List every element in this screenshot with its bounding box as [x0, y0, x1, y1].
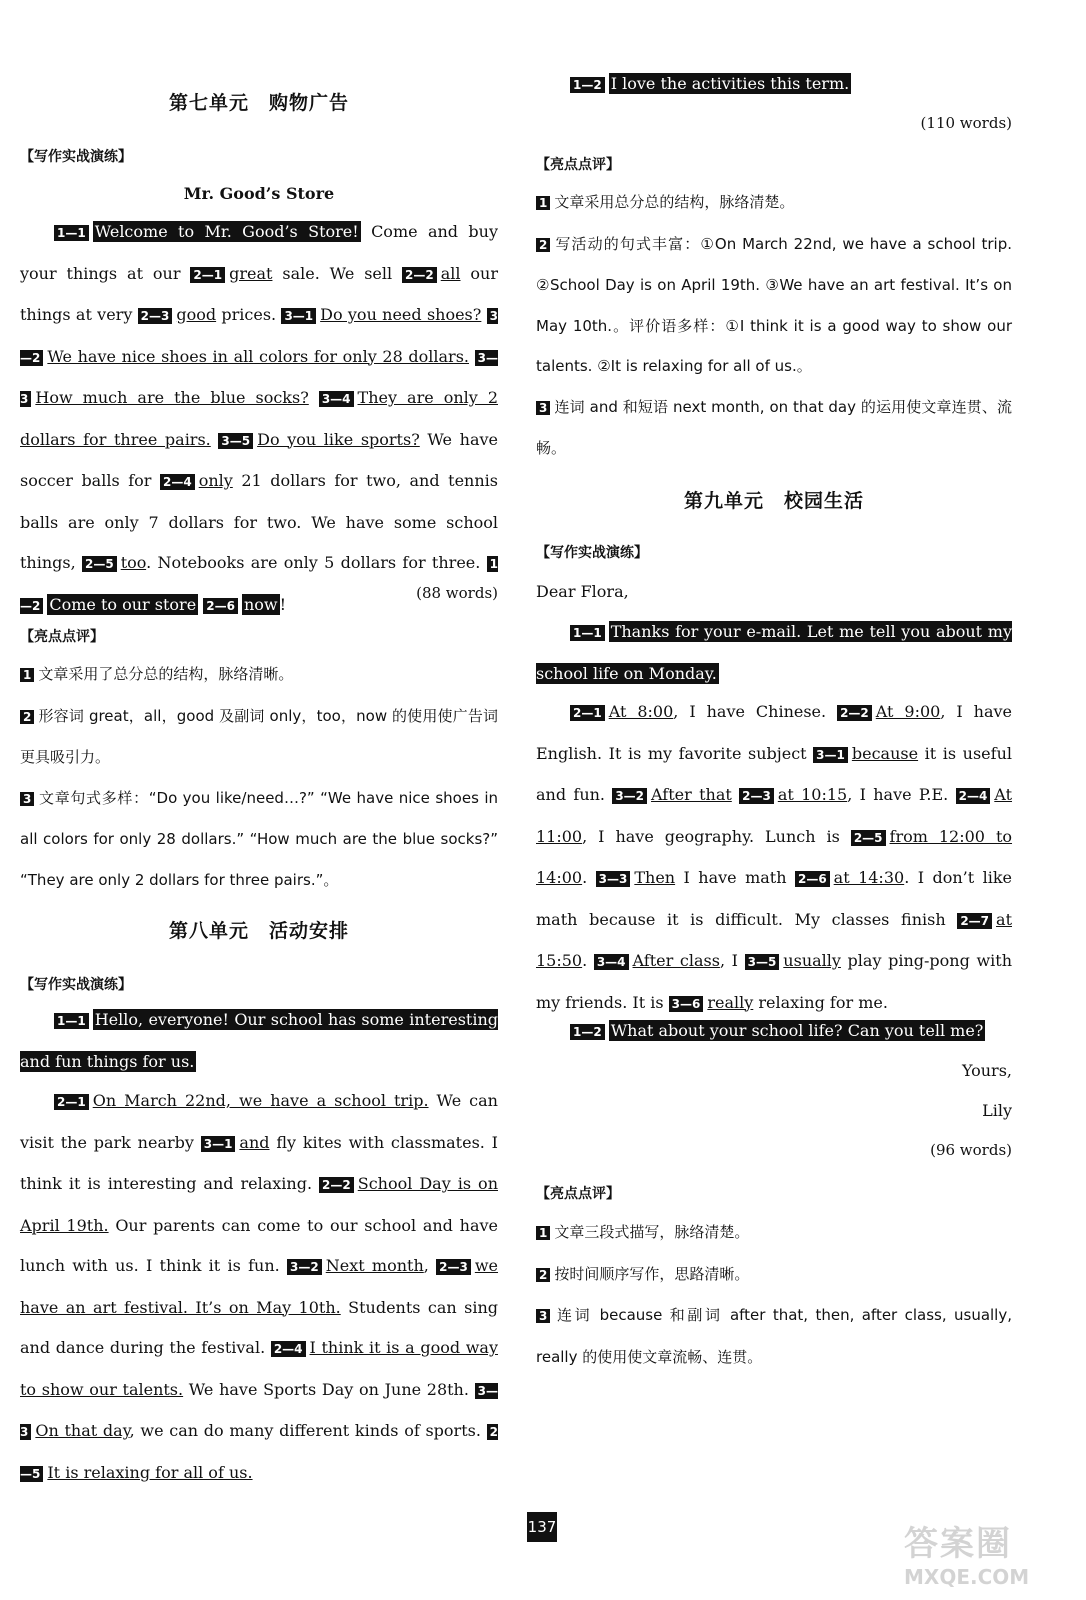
unit8-review-label: 【亮点点评】 — [536, 157, 620, 173]
unit9-review-label: 【亮点点评】 — [536, 1186, 620, 1202]
tag: 2—3 — [138, 308, 173, 324]
tag: 2—5 — [20, 1425, 498, 1481]
text: fly kites with classmates. I think it is interesting and relaxing. — [20, 1132, 499, 1193]
unit8-essay-p3 — [536, 64, 1012, 106]
unit8-word-count: (110 words) — [920, 114, 1012, 132]
tag: 2—6 — [203, 598, 238, 614]
text: our things at very — [20, 263, 499, 324]
review-text: 按时间顺序写作，思路清晰。 — [554, 1264, 750, 1283]
unit9-essay-p2 — [536, 692, 1012, 1024]
unit7-practice-label: 【写作实战演练】 — [20, 149, 132, 165]
tag: 2—4 — [160, 474, 195, 490]
underlined-sentence: School Day is on April 19th. — [20, 1174, 498, 1235]
tag: 3—1 — [281, 308, 316, 324]
tag: 2—2 — [319, 1177, 354, 1193]
unit9-closing: Yours, — [961, 1061, 1012, 1080]
underlined-word: at 14:30 — [833, 868, 905, 887]
review-text: 文章句式多样：“Do you like/need…?” “We have nice shoes in all colors for only 28 dollars.” “How much are the blue socks?” “They are only 2 dollars for three pairs.”。 — [20, 788, 498, 889]
tag: 3—3 — [20, 1383, 498, 1439]
text: , I have P.E. — [847, 785, 956, 804]
underlined-word: really — [707, 992, 754, 1012]
underlined-sentence: Do you like sports? — [257, 429, 420, 449]
tag: 3—5 — [218, 433, 253, 449]
review-number: 1 — [536, 1226, 550, 1240]
watermark-logo — [904, 1516, 1064, 1589]
text: , we can do many different kinds of sports. — [129, 1421, 487, 1440]
tag: 1—2 — [570, 77, 605, 93]
underlined-sentence: They are only 2 dollars for three pairs. — [20, 388, 498, 449]
tag: 3—2 — [612, 788, 647, 804]
tag: 3—1 — [813, 747, 848, 763]
text: We have soccer balls for — [20, 429, 498, 490]
unit9-greeting: Dear Flora, — [536, 582, 629, 601]
review-text: 文章采用了总分总的结构，脉络清晰。 — [38, 665, 294, 683]
review-number: 2 — [536, 1268, 550, 1282]
watermark-line1: 答案圈 — [904, 1524, 1012, 1564]
underlined-word: because — [851, 743, 919, 763]
review-item — [536, 182, 1012, 224]
underlined-word: Then — [634, 868, 676, 887]
tag: 3—3 — [20, 350, 498, 406]
tag: 3—4 — [319, 391, 354, 407]
text: , I have English. It is my favorite subject — [536, 702, 1013, 763]
underlined-word: usually — [783, 951, 841, 970]
tag: 2—1 — [190, 267, 225, 283]
text: , I have geography. Lunch is — [582, 826, 851, 846]
tag: 3—4 — [594, 954, 629, 970]
text: Students can sing and dance during the festival. — [20, 1297, 498, 1357]
underlined-word: At 9:00 — [875, 702, 941, 721]
underlined-word: On that day — [35, 1421, 130, 1440]
tag: 2—5 — [851, 830, 886, 846]
tag: 2—1 — [54, 1094, 89, 1110]
review-number: 3 — [536, 401, 550, 415]
text: We have Sports Day on June 28th. — [183, 1379, 475, 1399]
text: sale. We sell — [272, 263, 403, 283]
tag: 2—5 — [82, 556, 117, 572]
watermark-line2: MXQE.COM — [904, 1565, 1030, 1589]
text: . Notebooks are only 5 dollars for three. — [146, 553, 487, 572]
underlined-word: all — [440, 263, 461, 283]
review-text: 文章三段式描写，脉络清楚。 — [554, 1223, 750, 1241]
text: relaxing for me. — [753, 992, 888, 1012]
unit7-word-count: (88 words) — [416, 584, 498, 602]
review-text: 写活动的句式丰富：①On March 22nd, we have a school trip. ②School Day is on April 19th. ③We have an art festival. It’s on May 10th.。评价语多样：①I think it is a good way to show our talents. ②It is relaxing for all of us.。 — [536, 234, 1012, 375]
tag: 1—1 — [54, 1013, 89, 1029]
unit7-review — [20, 654, 498, 900]
text: play ping-pong with my friends. It is — [536, 951, 1013, 1012]
underlined-sentence: Do you need shoes? — [320, 305, 482, 324]
tag: 2—4 — [271, 1341, 306, 1357]
text: We can visit the park nearby — [20, 1091, 498, 1152]
highlight-sentence: Hello, everyone! Our school has some interesting and fun things for us. — [20, 1010, 498, 1071]
text: , I have Chinese. — [673, 702, 838, 721]
text: ! — [279, 594, 287, 614]
underlined-word: good — [176, 305, 217, 324]
tag: 3—5 — [745, 954, 780, 970]
highlight-sentence: What about your school life? Can you tell me? — [610, 1021, 984, 1040]
underlined-word: After that — [651, 785, 732, 804]
underlined-sentence: It is relaxing for all of us. — [47, 1462, 253, 1482]
underlined-sentence: I think it is a good way to show our talents. — [20, 1338, 499, 1399]
underlined-sentence: We have nice shoes in all colors for only 28 dollars. — [47, 346, 469, 366]
text: , I — [719, 951, 745, 970]
tag: 2—3 — [739, 788, 774, 804]
underlined-word: and — [239, 1132, 270, 1152]
review-item — [536, 224, 1012, 387]
page-number: 137 — [527, 1512, 557, 1542]
unit8-essay-p2 — [20, 1081, 498, 1494]
underlined-word: great — [229, 263, 273, 283]
review-number: 2 — [20, 710, 34, 724]
text: , — [423, 1256, 437, 1275]
review-item — [536, 1254, 1012, 1296]
underlined-word: At 11:00 — [536, 785, 1012, 846]
tag: 3—6 — [669, 996, 704, 1012]
tag: 3—2 — [287, 1259, 322, 1275]
text: Our parents can come to our school and have lunch with us. I think it is fun. — [20, 1215, 499, 1275]
unit7-review-label: 【亮点点评】 — [20, 629, 104, 645]
underlined-word: at 15:50 — [536, 909, 1012, 970]
unit9-essay-p1 — [536, 612, 1012, 694]
highlight-word: now — [243, 594, 278, 614]
tag: 2—7 — [957, 913, 992, 929]
unit8-heading: 第八单元 活动安排 — [168, 920, 349, 942]
tag: 3—3 — [596, 871, 631, 887]
underlined-sentence: On March 22nd, we have a school trip. — [92, 1091, 429, 1110]
text: . I don’t like math because it is difficult. My classes finish — [536, 868, 1012, 929]
underlined-word: At 8:00 — [608, 702, 674, 721]
tag: 2—3 — [436, 1259, 471, 1275]
review-text: 文章采用总分总的结构，脉络清楚。 — [554, 193, 795, 211]
tag: 3—1 — [201, 1136, 236, 1152]
tag: 1—2 — [20, 557, 498, 613]
highlight-sentence: Welcome to Mr. Good’s Store! — [94, 222, 359, 241]
underlined-word: from 12:00 to 14:00 — [536, 826, 1013, 887]
tag: 1—1 — [570, 625, 605, 641]
tag: 1—1 — [54, 225, 89, 241]
tag: 2—6 — [795, 871, 830, 887]
review-number: 3 — [20, 792, 34, 806]
tag: 2—2 — [402, 267, 437, 283]
tag: 1—2 — [570, 1024, 605, 1040]
text: I have math — [675, 868, 795, 887]
underlined-sentence: How much are the blue socks? — [35, 388, 309, 407]
unit8-practice-label: 【写作实战演练】 — [20, 977, 132, 993]
review-item — [536, 387, 1012, 469]
unit7-heading: 第七单元 购物广告 — [168, 92, 349, 114]
unit8-essay-p1 — [20, 1000, 498, 1082]
unit7-essay-title: Mr. Good’s Store — [183, 184, 335, 203]
unit8-review — [536, 182, 1012, 469]
underlined-sentence: we have an art festival. It’s on May 10th. — [20, 1256, 499, 1317]
review-item — [536, 1212, 1012, 1254]
review-item — [536, 1295, 1012, 1377]
review-text: 连词 because 和副词 after that, then, after class, usually, really 的使用使文章流畅、连贯。 — [536, 1306, 1012, 1366]
tag: 2—1 — [570, 705, 605, 721]
underlined-word: Next month — [325, 1256, 424, 1275]
review-number: 2 — [536, 238, 550, 252]
unit9-review — [536, 1212, 1012, 1377]
text: prices. — [216, 305, 282, 324]
review-text: 形容词 great，all，good 及副词 only，too，now 的使用使广告词更具吸引力。 — [20, 706, 498, 766]
unit9-heading: 第九单元 校园生活 — [683, 490, 864, 512]
text: 21 dollars for two, and tennis balls are only 7 dollars for two. We have some school things, — [20, 471, 498, 572]
highlight-sentence: I love the activities this term. — [610, 74, 850, 93]
review-number: 1 — [20, 668, 34, 682]
text: . — [582, 951, 594, 970]
highlight-sentence: Come to our store — [49, 594, 197, 614]
highlight-sentence: Thanks for your e-mail. Let me tell you about my school life on Monday. — [536, 622, 1012, 683]
review-item — [20, 778, 498, 901]
underlined-word: After class — [632, 951, 720, 970]
tag: 3—2 — [20, 309, 499, 365]
text: it is useful and fun. — [536, 743, 1012, 804]
text: . — [582, 868, 596, 887]
review-text: 连词 and 和短语 next month, on that day 的运用使文章连贯、流畅。 — [536, 397, 1012, 457]
review-number: 1 — [536, 196, 550, 210]
underlined-word: at 10:15 — [777, 785, 848, 804]
review-item — [20, 654, 498, 696]
underlined-word: too — [120, 553, 147, 572]
unit9-word-count: (96 words) — [930, 1141, 1012, 1159]
unit7-essay-body — [20, 212, 498, 626]
unit9-practice-label: 【写作实战演练】 — [536, 545, 648, 561]
underlined-word: only — [198, 471, 233, 490]
unit9-essay-p3 — [536, 1011, 1012, 1053]
tag: 2—2 — [837, 705, 872, 721]
unit9-signature: Lily — [982, 1101, 1012, 1120]
tag: 2—4 — [956, 788, 991, 804]
review-number: 3 — [536, 1309, 550, 1323]
text: Come and buy your things at our — [20, 222, 498, 283]
review-item — [20, 696, 498, 778]
